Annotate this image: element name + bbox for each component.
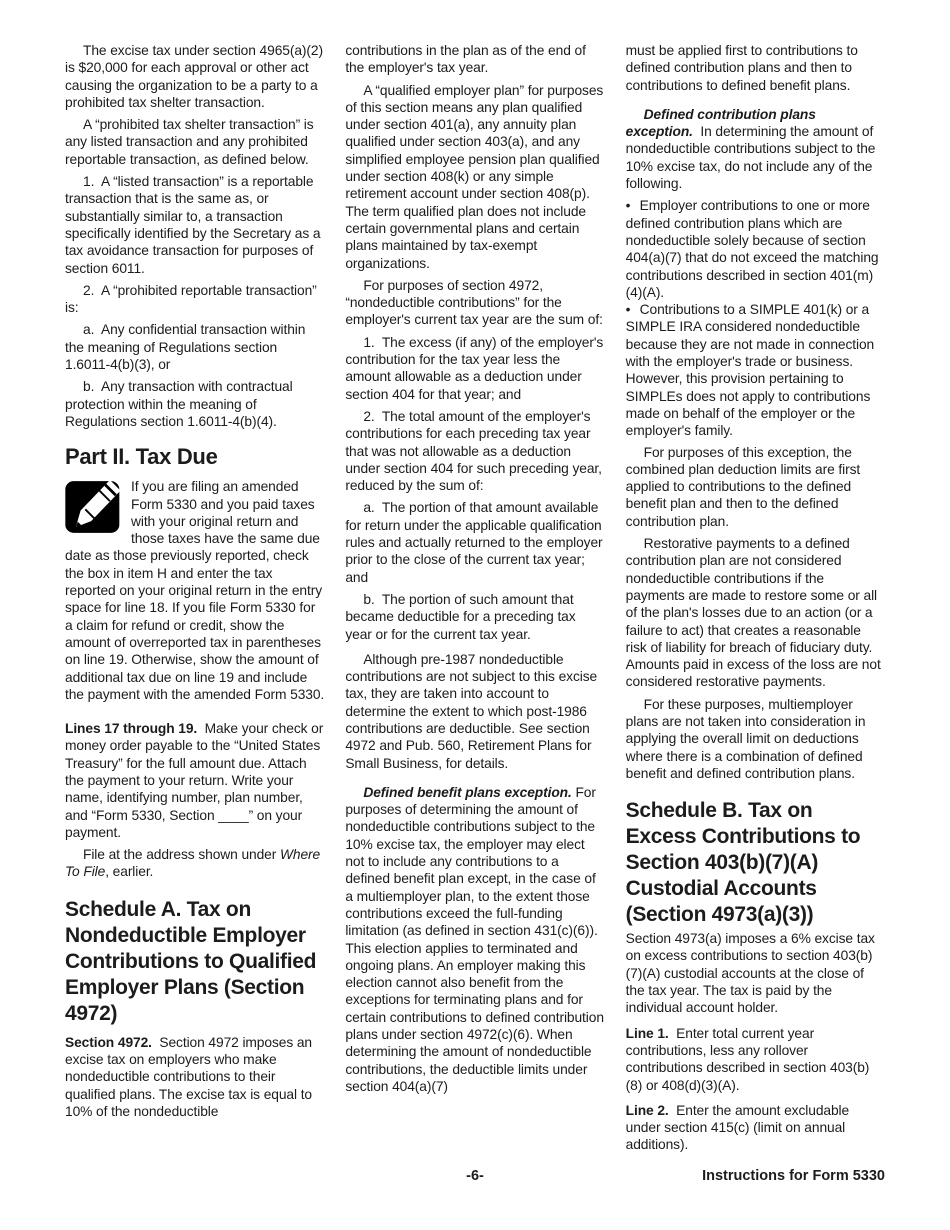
defined-contribution-exception-label: Defined contribution plans exception. [625, 106, 816, 140]
bullet-employer-contributions [626, 197, 885, 301]
pencil-icon [65, 480, 122, 534]
bullet-simple-plans [626, 301, 885, 439]
footer-doc-title: Instructions for Form 5330 [702, 1168, 885, 1184]
paragraph-lines-17-19 [65, 720, 324, 841]
paragraph-multiemployer: For these purposes, multiemployer plans are not taken into consideration in applying the overall limit on deductions where there is a combination of defined benefit and defined contribution plans. [625, 696, 866, 781]
file-address-post: , earlier. [105, 864, 154, 880]
line-2-text: Enter the amount excludable under section 415(c) (limit on annual additions). [625, 1102, 850, 1153]
list-item-prohibited-reportable: 2. A “prohibited reportable transaction” is: [65, 282, 317, 316]
section-4972-label: Section 4972. [65, 1034, 152, 1050]
text-columns [65, 42, 885, 1159]
line-1-label: Line 1. [625, 1025, 669, 1041]
heading-schedule-a: Schedule A. Tax on Nondeductible Employer Contributions to Qualified Employer Plans (Section 4972) [65, 897, 317, 1025]
list-item-portion-returned: a. The portion of that amount available for return under the applicable qualification rules and actually returned to the employer prior to the close of the current tax year; and [345, 500, 603, 585]
list-item-portion-deductible: b. The portion of such amount that became deductible for a preceding tax year or for the current tax year. [345, 591, 576, 642]
paragraph-defined-contribution-exception [626, 106, 885, 192]
bullet-icon: • [625, 302, 631, 318]
bullet-icon: • [625, 198, 631, 214]
heading-schedule-b: Schedule B. Tax on Excess Contributions to Section 403(b)(7)(A) Custodial Accounts (Section 4973(a)(3)) [625, 799, 861, 927]
heading-part-ii: Part II. Tax Due [65, 444, 218, 470]
bullet-simple-plans-text: Contributions to a SIMPLE 401(k) or a SIMPLE IRA considered nondeductible because they are not made in connection with the employer's trade or business. However, this provision pertaining to SIMPLEs does not apply to contributions made on behalf of the employer or the employer's family. [625, 302, 875, 439]
column-1 [65, 42, 324, 1159]
column-2 [345, 42, 604, 1159]
paragraph-applied-first: must be applied first to contributions to defined contribution plans and then to contributions to defined benefit plans. [625, 43, 858, 93]
bullet-employer-contributions-text: Employer contributions to one or more defined contribution plans which are nondeductible solely because of section 404(a)(7) that do not exceed the matching contributions described in section 401(m)(4)(A). [625, 198, 879, 300]
lines-17-19-label: Lines 17 through 19. [65, 721, 198, 737]
paragraph-qualified-employer-plan: A “qualified employer plan” for purposes of this section means any plan qualified under section 401(a), any annuity plan qualified under section 403(a), and any simplified employee pension plan qualified under section 408(k) or any simple retirement account under section 408(p). The term qualified plan does not include certain governmental plans and certain plans maintained by tax-exempt organizations. [345, 82, 604, 271]
column-3 [626, 42, 885, 1159]
paragraph-section-4972 [65, 1034, 324, 1120]
list-item-listed-transaction: 1. A “listed transaction” is a reportable transaction that is the same as, or substantially similar to, a transaction specifically identified by the Secretary as a tax avoidance transaction for purposes of section 6011. [65, 174, 321, 276]
line-2-label: Line 2. [625, 1102, 669, 1118]
line-1-text: Enter total current year contributions, less any rollover contributions described in section 403(b)(8) or 408(d)(3)(A). [625, 1025, 870, 1093]
defined-benefit-exception-text: For purposes of determining the amount of nondeductible contributions subject to the 10% excise tax, the employer may elect not to include any contributions to a defined benefit plan except, in the case of a multiemployer plan, to the extent those contributions exceed the full-funding limitation (as defined in section 431(c)(6)). This election applies to terminated and ongoing plans. An employer making this election cannot also benefit from the exceptions for terminating plans and for certain contributions to defined contribution plans under section 4972(c)(6). When determining the amount of nondeductible contributions, the deductible limits under section 404(a)(7) [345, 784, 604, 1094]
paragraph-file-address [65, 846, 324, 881]
list-item-total-amount: 2. The total amount of the employer's contributions for each preceding tax year that was not allowable as a deduction under section 404 for such preceding year, reduced by the sum of: [345, 408, 602, 494]
paragraph-line-1 [626, 1025, 885, 1094]
section-4972-text: Section 4972 imposes an excise tax on employers who make nondeductible contributions to their qualified plans. The excise tax is equal to 10% of the nondeductible [65, 1034, 313, 1119]
defined-contribution-exception-text: In determining the amount of nondeductible contributions subject to the 10% excise tax, do not include any of the following. [625, 124, 876, 192]
list-item-contractual: b. Any transaction with contractual protection within the meaning of Regulations section 1.6011-4(b)(4). [65, 379, 293, 429]
defined-benefit-exception-label: Defined benefit plans exception. [363, 784, 572, 800]
amended-note [65, 478, 324, 708]
lines-17-19-text: Make your check or money order payable to the “United States Treasury” for the full amount due. Attach the payment to your return. Write your name, identifying number, plan number, and “Form 5330, Section ____” on your payment. [65, 721, 324, 840]
paragraph-excise-tax: The excise tax under section 4965(a)(2) is $20,000 for each approval or other act causing the organization to be a party to a prohibited tax shelter transaction. [65, 43, 323, 110]
paragraph-section-4973: Section 4973(a) imposes a 6% excise tax on excess contributions to section 403(b)(7)(A) custodial accounts at the close of the tax year. The tax is paid by the individual account holder. [625, 931, 875, 1016]
paragraph-amended-return: If you are filing an amended Form 5330 and you paid taxes with your original return and those taxes have the same due date as those previously reported, check the box in item H and enter the tax reported on your original return in the entry space for line 18. If you file Form 5330 for a claim for refund or credit, show the amount of overreported tax in parentheses on line 19. Otherwise, show the amount of additional tax due on line 19 and include the payment with the amended Form 5330. [65, 479, 325, 702]
paragraph-combined-limits: For purposes of this exception, the combined plan deduction limits are first applied to contributions to the defined benefit plan and then to the defined contribution plan. [625, 444, 861, 529]
where-to-file-reference: Where To File [65, 847, 321, 880]
paragraph-pre-1987: Although pre-1987 nondeductible contributions are not subject to this excise tax, they are taken into account to determine the extent to which post-1986 contributions are deductible. See section 4972 and Pub. 560, Retirement Plans for Small Business, for details. [345, 651, 598, 771]
file-address-pre: File at the address shown under [83, 847, 280, 863]
list-item-excess: 1. The excess (if any) of the employer's contribution for the tax year less the amount allowable as a deduction under section 404 for that year; and [345, 334, 604, 402]
page-footer [65, 1168, 885, 1188]
paragraph-prohibited-shelter: A “prohibited tax shelter transaction” is any listed transaction and any prohibited reportable transaction, as defined below. [65, 117, 314, 167]
paragraph-line-2 [626, 1102, 885, 1154]
paragraph-restorative-payments: Restorative payments to a defined contribution plan are not considered nondeductible contributions if the payments are made to restore some or all of the plan's losses due to an action (or a failure to act) that creates a reasonable risk of liability for breach of fiduciary duty. Amounts paid in excess of the loss are not considered restorative payments. [625, 536, 881, 690]
paragraph-nondeductible-purposes: For purposes of section 4972, “nondeductible contributions” for the employer's current tax year are the sum of: [345, 277, 603, 328]
paragraph-contributions-continued: contributions in the plan as of the end of the employer's tax year. [345, 43, 586, 76]
page-number: -6- [466, 1168, 484, 1184]
list-item-confidential: a. Any confidential transaction within the meaning of Regulations section 1.6011-4(b)(3), or [65, 322, 306, 373]
paragraph-defined-benefit-exception [345, 784, 604, 1095]
